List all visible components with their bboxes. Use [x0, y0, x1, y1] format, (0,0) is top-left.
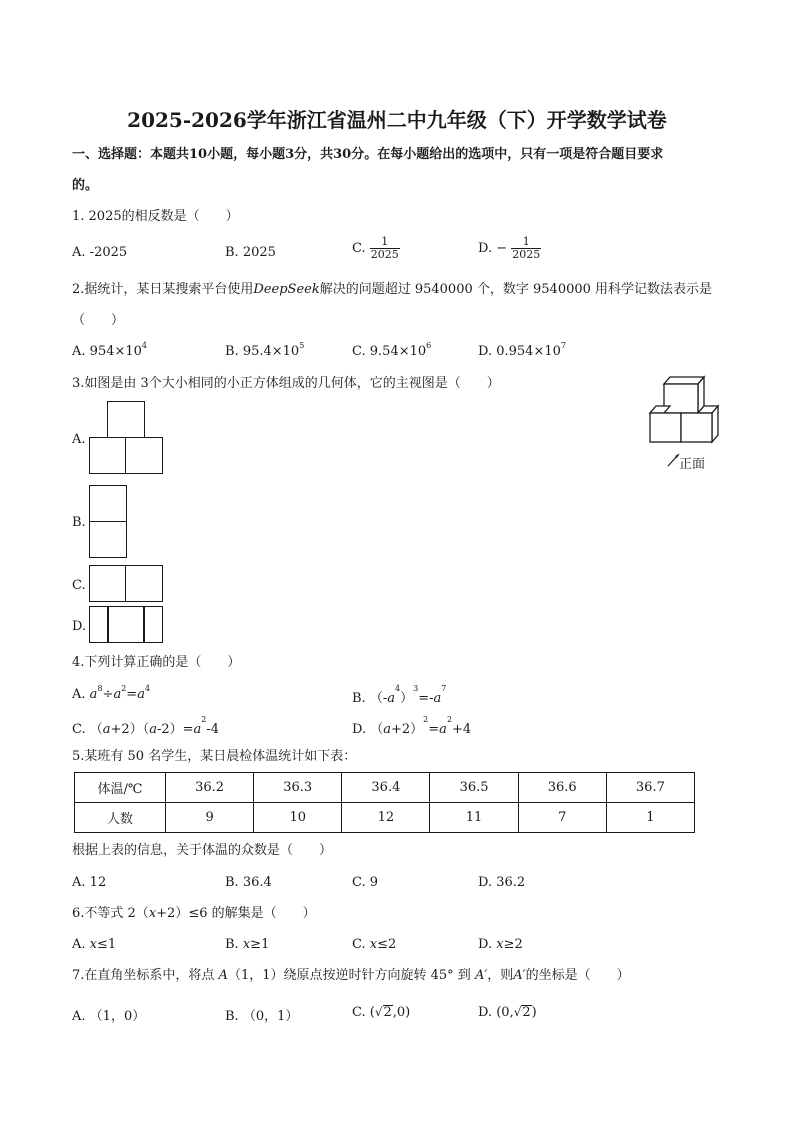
table-cell: 人数: [75, 803, 166, 833]
q3-stem: 3.如图是由 3个大小相同的小正方体组成的几何体，它的主视图是（ ）: [72, 376, 500, 391]
q7-option-d: D. (0,√2): [478, 1005, 537, 1020]
q7-c-sqrt: 2: [383, 1005, 392, 1020]
q6-d-text: ≥2: [503, 937, 523, 952]
q5-a-text: 12: [89, 875, 107, 890]
q4-option-d: D. $(a+2)^2=a^2+4$: [352, 715, 472, 737]
q2-stem-post: 解决的问题超过 9540000 个，数字 9540000 用科学记数法表示是: [319, 282, 713, 297]
q1-d-label: D.: [478, 241, 493, 256]
q1-option-b: [225, 245, 276, 260]
q1-d-numerator: 1: [511, 236, 541, 249]
q3-d-divider-right: [143, 606, 145, 642]
q3-b-bottom-square: [89, 521, 127, 558]
q5-stem: 5.某班有 50 名学生，某日晨检体温统计如下表：: [72, 749, 357, 764]
q6-c-label: C.: [352, 937, 366, 952]
q2-stem-italic: DeepSeek: [253, 282, 320, 297]
q6-b-label: B.: [225, 937, 239, 952]
q4-c-label: C.: [72, 722, 86, 737]
q7-stem-mid2: ，则: [487, 968, 514, 983]
table-cell: 11: [430, 803, 518, 833]
q4-option-c: C. $(a+2)(a-2)=a^2-4$: [72, 715, 220, 737]
q1-c-fraction: [370, 236, 400, 261]
table-row: [75, 773, 695, 803]
q6-stem-var: x: [148, 906, 157, 921]
q6-stem-post: +2）≤6 的解集是（ ）: [156, 906, 316, 921]
q6-a-text: ≤1: [97, 937, 117, 952]
q2-c-exp: 6: [426, 341, 432, 350]
q6-a-label: A.: [72, 937, 86, 952]
section-header-line1: 一、选择题：本题共10小题，每小题3分，共30分。在每小题给出的选项中，只有一项是符合题目要求: [72, 147, 664, 162]
section-header-line2: 的。: [72, 178, 99, 193]
q2-stem-line2: （ ）: [72, 313, 125, 328]
q3-c-label: C.: [72, 578, 86, 593]
q3-b-top-square: [89, 485, 127, 522]
q5-c-text: 9: [369, 875, 379, 890]
q5-follow: 根据上表的信息，关于体温的众数是（ ）: [72, 843, 333, 858]
q3-a-top-square: [107, 401, 145, 438]
q5-b-label: B.: [225, 875, 239, 890]
q6-stem-pre: 6.不等式 2（: [72, 906, 149, 921]
q4-stem: 4.下列计算正确的是（ ）: [72, 655, 241, 670]
q7-a-label: A.: [72, 1009, 86, 1024]
q6-option-c: [352, 937, 396, 952]
q6-d-var: x: [496, 937, 504, 952]
q1-c-denominator: 2025: [370, 248, 399, 261]
q4-b-label: B.: [352, 691, 366, 706]
q7-b-text: （0，1）: [242, 1009, 299, 1024]
q7-d-sqrt: 2: [522, 1005, 531, 1020]
q6-d-label: D.: [478, 937, 493, 952]
q1-a-text: -2025: [89, 245, 128, 260]
q3-c-left-square: [89, 565, 127, 602]
table-cell: 36.2: [166, 773, 254, 803]
q2-option-c: [352, 341, 432, 359]
q7-option-a: [72, 1005, 145, 1024]
table-cell: 36.4: [342, 773, 430, 803]
q7-option-c: C. (√2,0): [352, 1005, 411, 1020]
q2-c-base: 9.54×10: [369, 344, 427, 359]
q6-option-b: [225, 937, 269, 952]
q3-a-bottom-left-square: [89, 437, 127, 474]
q6-c-var: x: [369, 937, 378, 952]
q7-a-text: （1，0）: [89, 1009, 146, 1024]
table-cell: 1: [606, 803, 694, 833]
q7-stem: [72, 968, 630, 984]
q5-b-text: 36.4: [242, 875, 272, 890]
q7-option-b: [225, 1005, 298, 1024]
table-cell: 36.6: [518, 773, 606, 803]
q1-d-sign: −: [496, 241, 508, 256]
q1-d-denominator: 2025: [512, 248, 541, 261]
table-cell: 36.3: [254, 773, 342, 803]
q1-option-a: [72, 245, 127, 260]
table-row: [75, 803, 695, 833]
q2-b-label: B.: [225, 344, 239, 359]
q7-stem-mid: （1，1）绕原点按逆时针方向旋转 45° 到: [227, 968, 471, 983]
q4-a-label: A.: [72, 687, 86, 702]
q5-d-label: D.: [478, 875, 493, 890]
q7-b-label: B.: [225, 1009, 239, 1024]
q2-a-exp: 4: [141, 341, 148, 350]
q2-option-a: [72, 341, 148, 359]
q2-stem-pre: 2.据统计，某日某搜索平台使用: [72, 282, 254, 297]
temperature-table: [74, 772, 695, 833]
q1-stem: 1. 2025的相反数是（ ）: [72, 209, 239, 224]
q2-d-label: D.: [478, 344, 493, 359]
q3-a-label: A.: [72, 432, 86, 447]
q1-c-label: C.: [352, 241, 366, 256]
table-cell: 10: [254, 803, 342, 833]
q3-b-label: B.: [72, 515, 86, 530]
table-cell: 12: [342, 803, 430, 833]
table-cell: 36.5: [430, 773, 518, 803]
q2-d-exp: 7: [560, 341, 566, 350]
table-cell: 9: [166, 803, 254, 833]
q1-option-c: [352, 236, 400, 261]
q5-option-d: [478, 875, 525, 890]
q3-c-right-square: [125, 565, 163, 602]
q7-point-a-prime: A′: [474, 968, 488, 983]
q7-d-label: D.: [478, 1005, 493, 1020]
q5-option-c: [352, 875, 378, 890]
table-cell: 36.7: [606, 773, 694, 803]
q5-c-label: C.: [352, 875, 366, 890]
q6-stem: [72, 906, 316, 922]
q2-a-label: A.: [72, 344, 86, 359]
q6-c-text: ≤2: [377, 937, 397, 952]
q7-c-label: C.: [352, 1005, 366, 1020]
table-cell: 体温/℃: [75, 773, 166, 803]
q2-stem: [72, 282, 712, 298]
q6-a-var: x: [89, 937, 98, 952]
q4-option-b: B. $(-a^4)^3=-a^7$: [352, 684, 447, 706]
q4-d-label: D.: [352, 722, 367, 737]
q3-d-label: D.: [72, 619, 87, 634]
exam-title: 2025-2026学年浙江省温州二中九年级（下）开学数学试卷: [127, 108, 667, 132]
q3-d-divider-left: [107, 606, 109, 642]
q3-a-bottom-right-square: [125, 437, 163, 474]
q2-b-base: 95.4×10: [242, 344, 300, 359]
q5-option-a: [72, 875, 106, 890]
q2-a-base: 954×10: [89, 344, 142, 359]
q2-d-base: 0.954×10: [496, 344, 561, 359]
q1-b-text: 2025: [242, 245, 276, 260]
q3-d-outer-rect: [89, 606, 163, 643]
q1-option-d: [478, 236, 541, 261]
q1-a-label: A.: [72, 245, 86, 260]
q1-d-fraction: [511, 236, 541, 261]
q5-a-label: A.: [72, 875, 86, 890]
q7-point-a-prime-2: A′: [513, 968, 526, 983]
front-label: 正面: [679, 457, 706, 472]
q2-option-d: [478, 341, 566, 359]
q7-point-a: A: [218, 968, 228, 983]
q7-stem-pre: 7.在直角坐标系中，将点: [72, 968, 215, 983]
q7-stem-end: 的坐标是（ ）: [525, 968, 630, 983]
q2-c-label: C.: [352, 344, 366, 359]
q1-b-label: B.: [225, 245, 239, 260]
q6-b-text: ≥1: [250, 937, 270, 952]
q4-option-a: A. $a^8\div a^2=a^4$: [72, 684, 151, 702]
q6-b-var: x: [242, 937, 251, 952]
q5-d-text: 36.2: [496, 875, 526, 890]
table-cell: 7: [518, 803, 606, 833]
q1-c-numerator: 1: [370, 236, 400, 249]
q6-option-a: [72, 937, 116, 952]
q2-option-b: [225, 341, 305, 359]
q5-option-b: [225, 875, 272, 890]
q6-option-d: [478, 937, 523, 952]
q2-b-exp: 5: [299, 341, 305, 350]
